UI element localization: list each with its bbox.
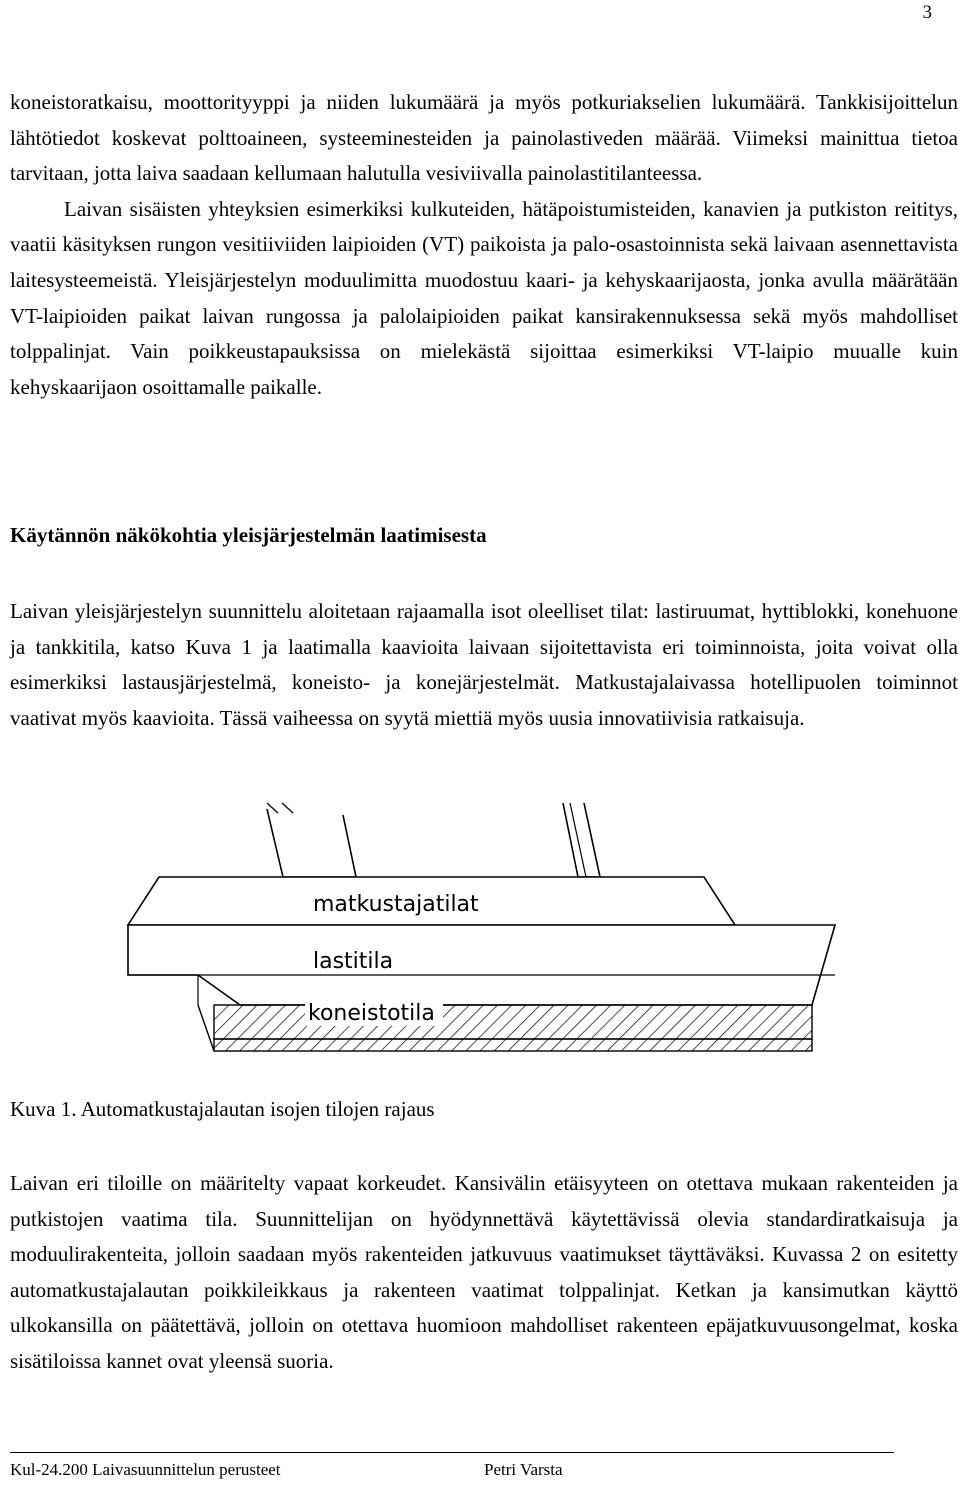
paragraph: Laivan yleisjärjestelyn suunnittelu aloitetaan rajaamalla isot oleelliset tilat: lastiruumat, hyttiblokki, konehuone ja tankkitila, katso Kuva 1 ja laatimalla kaavioita laivaan sijoitettavista eri toiminnoista, joita voivat olla esimerkiksi lastausjärjestelmä, koneisto- ja konejärjestelmät. Matkustajalaivassa hotellipuolen toiminnot vaativat myös kaavioita. Tässä vaiheessa on syytä miettiä myös uusia innovatiivisia ratkaisuja. <box>10 599 958 730</box>
paragraph: Laivan sisäisten yhteyksien esimerkiksi kulkuteiden, hätäpoistumisteiden, kanavien ja putkiston reititys, vaatii käsityksen rungon vesitiiviiden laipioiden (VT) paikoista ja palo-osastoinnista sekä laivaan asennettavista laitesysteemeistä. Yleisjärjestelyn moduulimitta muodostuu kaari- ja kehyskaarijaosta, jonka avulla määrätään VT-laipioiden paikat laivan rungossa ja palolaipioiden paikat kansirakennuksessa sekä myös mahdolliset tolppalinjat. Vain poikkeustapauksissa on mielekästä sijoittaa esimerkiksi VT-laipio muualle kuin kehyskaarijaon osoittamalle paikalle. <box>10 196 958 399</box>
cargo-space-label: lastitila <box>313 949 394 974</box>
funnel-right <box>563 803 600 877</box>
figure-caption: Kuva 1. Automatkustajalautan isojen tilojen rajaus <box>10 1097 435 1121</box>
ship-diagram <box>0 795 960 1085</box>
ship-figure <box>0 795 960 1085</box>
funnel-left-top-mark <box>282 803 293 813</box>
footer-course: Kul-24.200 Laivasuunnittelun perusteet <box>10 1460 281 1479</box>
footer-divider <box>10 1452 894 1453</box>
keel-line <box>198 1005 214 1051</box>
body-text-middle <box>10 594 958 736</box>
footer-author: Petri Varsta <box>484 1460 563 1479</box>
funnel-left <box>267 809 356 877</box>
funnel-right-inner <box>570 803 586 877</box>
body-text-top <box>10 85 958 405</box>
page-number: 3 <box>922 2 932 23</box>
section-heading: Käytännön näkökohtia yleisjärjestelmän laatimisesta <box>10 523 487 547</box>
paragraph: koneistoratkaisu, moottorityyppi ja niiden lukumäärä ja myös potkuriakselien lukumäärä. Tankkisijoittelun lähtötiedot koskevat polttoaineen, systeeminesteiden ja painolastiveden määrää. Viimeksi mainittua tietoa tarvitaan, jotta laiva saadaan kellumaan halutulla vesiviivalla painolastitilanteessa. <box>10 90 958 186</box>
passenger-space-label: matkustajatilat <box>313 892 479 917</box>
engine-room-hatch <box>214 1039 812 1051</box>
hull <box>128 925 835 1005</box>
body-text-bottom <box>10 1166 958 1380</box>
engine-room-hatch <box>214 1005 812 1039</box>
funnel-left-top-mark <box>267 803 278 813</box>
engine-space-label: koneistotila <box>308 1001 435 1026</box>
paragraph: Laivan eri tiloille on määritelty vapaat korkeudet. Kansivälin etäisyyteen on otettava mukaan rakenteiden ja putkistojen vaatima tila. Suunnittelijan on hyödynnettävä käytettävissä olevia standardiratkaisuja ja moduulirakenteita, jolloin saadaan myös rakenteiden jatkuvuus vaatimukset täyttäväksi. Kuvassa 2 on esitetty automatkustajalautan poikkileikkaus ja rakenteen vaatimat tolppalinjat. Ketkan ja kansimutkan käyttö ulkokansilla on päätettävä, jolloin on otettava huomioon mahdolliset rakenteen epäjatkuvuusongelmat, koska sisätiloissa kannet ovat yleensä suoria. <box>10 1171 958 1373</box>
